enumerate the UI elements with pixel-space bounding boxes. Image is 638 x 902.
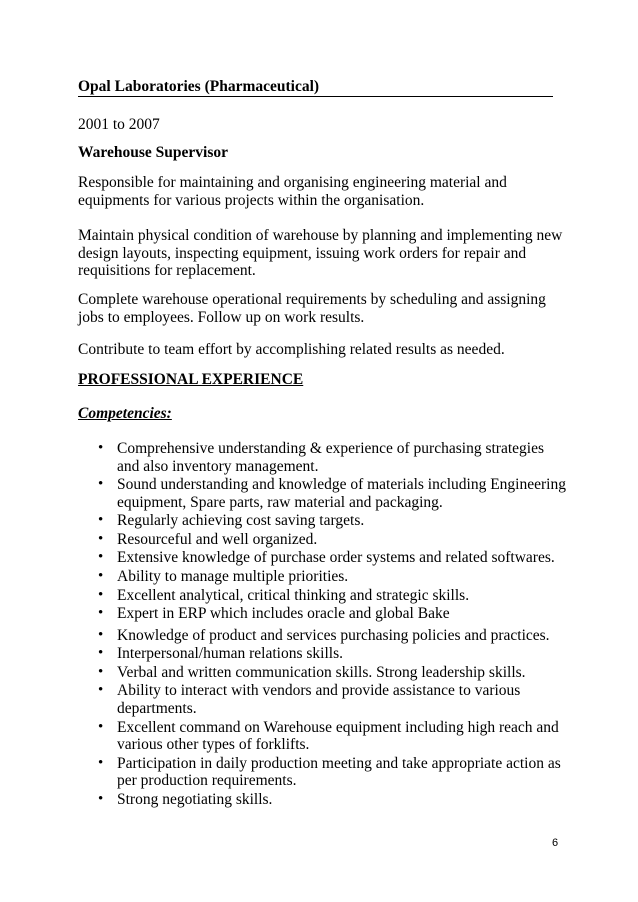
section-title-professional-experience: PROFESSIONAL EXPERIENCE <box>78 371 304 388</box>
bullet-icon: • <box>98 476 104 493</box>
list-item: • Regularly achieving cost saving targets. <box>98 512 365 530</box>
list-item: • Knowledge of product and services purchasing policies and practices. <box>98 626 550 644</box>
list-item: • Extensive knowledge of purchase order systems and related softwares. <box>98 549 555 567</box>
bullet-icon: • <box>98 682 104 699</box>
list-item: • Ability to interact with vendors and provide assistance to various departments. <box>98 682 521 717</box>
bullet-icon: • <box>98 663 104 680</box>
responsibility-paragraph-4: Contribute to team effort by accomplishing related results as needed. <box>78 341 505 358</box>
list-item: • Resourceful and well organized. <box>98 530 318 548</box>
list-item: • Ability to manage multiple priorities. <box>98 567 349 585</box>
responsibility-paragraph-1: Responsible for maintaining and organising engineering material and equipments for various projects within the organisation. <box>78 174 507 209</box>
list-item: • Excellent analytical, critical thinking and strategic skills. <box>98 586 470 604</box>
list-item: • Excellent command on Warehouse equipment including high reach and various other types of forklifts. <box>98 718 559 754</box>
bullet-icon: • <box>98 645 104 662</box>
list-item: • Comprehensive understanding & experience of purchasing strategies and also inventory management. <box>98 440 544 475</box>
page-number: 6 <box>552 837 559 849</box>
bullet-icon: • <box>98 626 104 643</box>
list-item: • Sound understanding and knowledge of materials including Engineering equipment, Spare parts, raw material and packaging. <box>98 476 566 511</box>
bullet-icon: • <box>98 718 104 735</box>
job-title: Warehouse Supervisor <box>78 144 228 161</box>
company-name: Opal Laboratories (Pharmaceutical) <box>78 78 320 95</box>
bullet-icon: • <box>98 549 104 566</box>
bullet-icon: • <box>98 440 104 456</box>
list-item: • Verbal and written communication skills. Strong leadership skills. <box>98 663 526 681</box>
responsibility-paragraph-2: Maintain physical condition of warehouse by planning and implementing new design layouts, inspecting equipment, issuing work orders for repair and requisitions for replacement. <box>78 227 563 279</box>
competencies-list <box>96 440 566 809</box>
responsibility-paragraph-3: Complete warehouse operational requirements by scheduling and assigning jobs to employees. Follow up on work results. <box>78 291 546 326</box>
bullet-icon: • <box>98 567 104 584</box>
bullet-icon: • <box>98 790 104 807</box>
bullet-icon: • <box>98 605 104 622</box>
company-heading <box>78 78 553 97</box>
bullet-icon: • <box>98 586 104 603</box>
bullet-icon: • <box>98 530 104 547</box>
list-item: • Participation in daily production meeting and take appropriate action as per production requirements. <box>98 754 561 790</box>
list-item: • Interpersonal/human relations skills. <box>98 645 343 663</box>
bullet-icon: • <box>98 512 104 529</box>
employment-period: 2001 to 2007 <box>78 116 160 133</box>
bullet-icon: • <box>98 754 104 771</box>
list-item: • Expert in ERP which includes oracle and global Bake <box>98 605 450 623</box>
subsection-title-competencies: Competencies: <box>78 405 172 422</box>
list-item: • Strong negotiating skills. <box>98 790 273 808</box>
